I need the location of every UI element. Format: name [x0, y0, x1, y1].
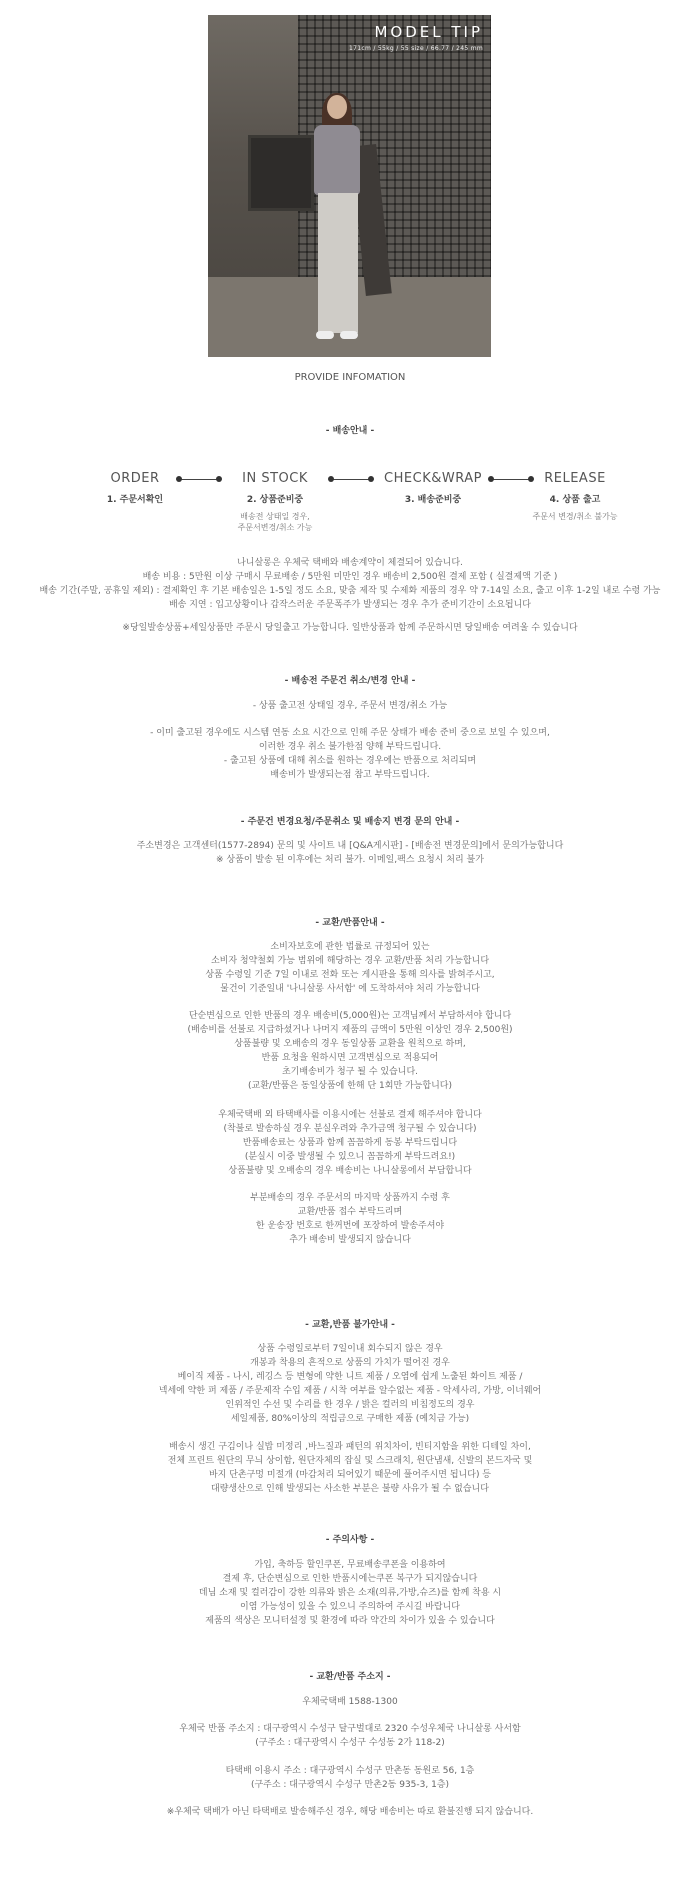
inquiry-info: 주소변경은 고객센터(1577-2894) 문의 및 사이트 내 [Q&A게시판] - [배송전 변경문의]에서 문의가능합니다 ※ 상품이 발송 된 이후에는 처리 불가. 이메일,팩스 요청시 처리 불가 — [136, 841, 564, 865]
step-connector — [331, 479, 371, 480]
address-note: ※우체국 택배가 아닌 타택배로 발송해주신 경우, 해당 배송비는 따로 환불진행 되지 않습니다. — [166, 1807, 534, 1817]
step-in-stock: IN STOCK 2. 상품준비중 배송전 상태일 경우, 주문서변경/취소 가능 — [237, 471, 313, 532]
exchange-heading: - 교환/반품안내 - — [315, 918, 385, 928]
model-tip-spec: 171cm / 55kg / 55 size / 66.77 / 245 mm — [349, 45, 483, 52]
noexchange-heading: - 교환,반품 불가안내 - — [305, 1320, 395, 1330]
exchange-block1: 소비자보호에 관한 법률로 규정되어 있는 소비자 청약철회 가능 범위에 해당하는 경우 교환/반품 처리 가능합니다 상품 수령일 기준 7일 이내로 전화 또는 게시판을 통해 의사를 밝혀주시고, 물건이 기준일내 '나니살롱 사서함' 에 도착하셔야 처리 가능합니다 — [205, 942, 495, 994]
delivery-info: 나니살롱은 우체국 택배와 배송계약이 체결되어 있습니다. 배송 비용 : 5만원 이상 구매시 무료배송 / 5만원 미만인 경우 배송비 2,500원 결제 포함 ( 실결제액 기준 ) 배송 기간(주말, 공휴일 제외) : 결제확인 후 기본 배송일은 1-5일 정도 소요, 맞춤 제작 및 수제화 제품의 경우 약 7-14일 소요, 출고 이후 1-2일 내로 수령 가능 배송 지연 : 입고상황이나 갑작스러운 주문폭주가 발생되는 경우 추가 준비기간이 소요됩니다 — [39, 558, 661, 610]
exchange-block2: 단순변심으로 인한 반품의 경우 배송비(5,000원)는 고객님께서 부담하셔야 합니다 (배송비를 선불로 지급하셨거나 나머지 제품의 금액이 5만원 이상인 경우 2,500원) 상품불량 및 오배송의 경우 동일상품 교환을 원칙으로 하며, 반품 요청을 원하시면 고객변심으로 적용되어 초기배송비가 청구 될 수 있습니다. (교환/반품은 동일상품에 한해 단 1회만 가능합니다) — [187, 1011, 513, 1091]
step-order: ORDER 1. 주문서확인 — [106, 471, 164, 505]
step-release: RELEASE 4. 상품 출고 주문서 변경/취소 불가능 — [532, 471, 618, 521]
address-block2: 타택배 이용시 주소 : 대구광역시 수성구 만촌동 동원로 56, 1층 (구주소 : 대구광역시 수성구 만촌2동 935-3, 1층) — [225, 1766, 475, 1790]
model-photo — [208, 15, 491, 357]
model-tip-title: MODEL TIP — [374, 23, 483, 41]
provide-information-title: PROVIDE INFOMATION — [294, 372, 406, 383]
address-block1: 우체국 반품 주소지 : 대구광역시 수성구 달구벌대로 2320 수성우체국 나니살롱 사서함 (구주소 : 대구광역시 수성구 수성동 2가 118-2) — [179, 1724, 521, 1748]
delivery-note: ※당일발송상품+세일상품만 주문시 당일출고 가능합니다. 일반상품과 함께 주문하시면 당일배송 여려울 수 있습니다 — [122, 623, 578, 633]
delivery-steps — [95, 471, 618, 551]
background-window — [248, 135, 314, 211]
delivery-heading: - 배송안내 - — [325, 426, 375, 436]
model-figure — [312, 95, 362, 345]
address-heading: - 교환/반품 주소지 - — [309, 1672, 391, 1682]
step-connector — [179, 479, 219, 480]
cancel-line1: - 상품 출고전 상태일 경우, 주문서 변경/취소 가능 — [252, 701, 448, 711]
address-phone: 우체국택배 1588-1300 — [302, 1697, 398, 1707]
exchange-block3: 우체국택배 외 타택배사를 이용시에는 선불로 결제 해주셔야 합니다 (착불로 발송하실 경우 분실우려와 추가금액 청구될 수 있습니다) 반품배송료는 상품과 함께 꼼꼼하게 동봉 부탁드립니다 (분실시 이중 발생될 수 있으니 꼼꼼하게 부탁드려요!) 상품불량 및 오배송의 경우 배송비는 나니살롱에서 부담합니다 — [218, 1110, 482, 1176]
noexchange-block1: 상품 수령일로부터 7일이내 회수되지 않은 경우 개봉과 착용의 흔적으로 상품의 가치가 떨어진 경우 베이직 제품 - 나시, 레깅스 등 변형에 약한 니트 제품 / 오염에 쉽게 노출된 화이트 제품 / 넥세에 약한 퍼 제품 / 주문제작 수입 제품 / 시착 여부를 알수없는 제품 - 악세사리, 가방, 이너웨어 인위적인 수선 및 수리를 한 경우 / 밝은 컬러의 비침정도의 경우 세일제품, 80%이상의 적립금으로 구매한 제품 (예치금 가능) — [158, 1344, 542, 1424]
step-check-wrap: CHECK&WRAP 3. 배송준비중 — [384, 471, 482, 505]
cancel-heading: - 배송전 주문건 취소/변경 안내 - — [284, 676, 416, 686]
noexchange-block2: 배송시 생긴 구김이나 실밥 미정리 ,바느질과 패턴의 위치차이, 빈티지함을 위한 디테일 차이, 전체 프린트 원단의 무늬 상이함, 원단자체의 잡실 및 스크래치, 원단냄새, 신발의 본드자국 및 바지 단촌구멍 미절개 (마감처리 되어있기 때문에 풀어주시면 됩니다) 등 대량생산으로 인해 발생되는 사소한 부분은 불량 사유가 될 수 없습니다 — [167, 1442, 533, 1494]
caution-info: 가입, 축하등 할인쿠폰, 무료배송쿠폰을 이용하여 결제 후, 단순변심으로 인한 반품시에는쿠폰 복구가 되지않습니다 데님 소재 및 컬러감이 강한 의류와 밝은 소재(의류,가방,슈즈)를 함께 착용 시 이염 가능성이 있을 수 있으니 주의하여 주시길 바랍니다 제품의 색상은 모니터설정 및 환경에 따라 약간의 차이가 있을 수 있습니다 — [198, 1560, 502, 1626]
inquiry-heading: - 주문건 변경요청/주문취소 및 배송지 변경 문의 안내 - — [240, 817, 460, 827]
cancel-info: - 이미 출고된 경우에도 시스템 연동 소요 시간으로 인해 주문 상태가 배송 준비 중으로 보일 수 있으며, 이러한 경우 취소 불가한점 양해 부탁드립니다. - 출고된 상품에 대해 취소를 원하는 경우에는 반품으로 처리되며 배송비가 발생되는점 참고 부탁드립니다. — [150, 728, 550, 780]
exchange-block4: 부분배송의 경우 주문서의 마지막 상품까지 수령 후 교환/반품 접수 부탁드리며 한 운송장 번호로 한꺼번에 포장하여 발송주셔야 추가 배송비 발생되지 않습니다 — [250, 1193, 450, 1245]
step-connector — [491, 479, 531, 480]
caution-heading: - 주의사항 - — [325, 1535, 375, 1545]
